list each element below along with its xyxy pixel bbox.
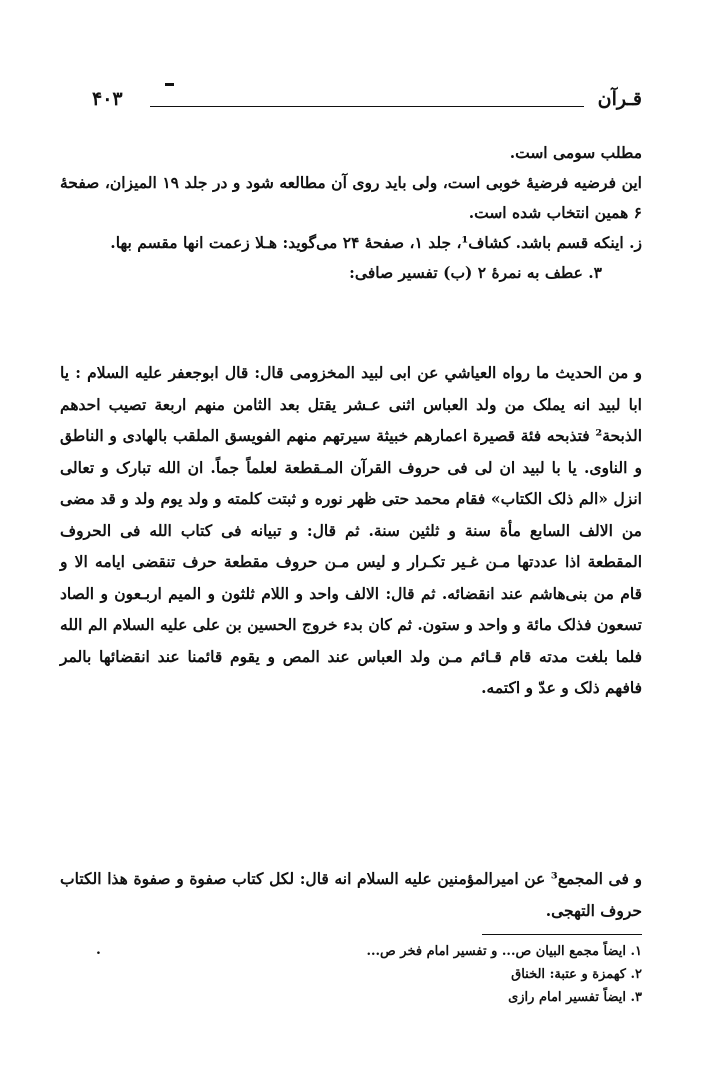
stray-dot: . [96, 942, 101, 958]
footnotes [222, 940, 642, 1009]
footnote-3: ۳. ایضاً تفسیر امام رازی [508, 990, 642, 1005]
intro-paragraph-2: ز. اینکه قسم باشد. کشاف¹، جلد ۱، صفحهٔ ۲۴ می‌گوید: هـلا زعمت انها مقسم بها. [110, 233, 642, 252]
footnote-2: ۲. کهمزة و عتبة: الخناق [511, 967, 642, 982]
persian-intro [60, 138, 642, 288]
hadith-paragraph: و من الحديث ما رواه العياشي عن ابى لبيد المخزومى قال: قال ابوجعفر عليه السلام : يا ابا لبيد انه يملک من ولد العباس اثنى عـشر يقتل بعد الثامن منهم اربعة تصيب احدهم الذبحة² فتذبحه فئة قصيرة اعمارهم خبيثة سيرتهم منهم الفويسق الملقب بالهادى و الناطق و الناوى. يا با لبيد ان لى فى حروف القرآن المـقطعة لعلماً جماً. ان الله تبارک و تعالى انزل «الم ذلک الكتاب» فقام محمد حتى ظهر نوره و ثبتت كلمته و ولد يوم ولد و قد مضى من الالف السابع مأة سنة و ثلثين سنة. ثم قال: و تبيانه فى كتاب الله فى الحروف المقطعة اذا عددتها مـن غـير تكـرار و ليس مـن حروف مقطعة حرف تنقضى ايامه الا و قام من بنى‌هاشم عند انقضائه. ثم قال: الالف واحد و اللام ثلثون و الميم اربـعون و الصاد تسعون فذلک مائة و واحد و ستون. ثم كان بدء خروج الحسين بن على عليه السلام الم الله فلما بلغت مدته قام قـائم مـن ولد العباس عند المص و يقوم قائمنا عند انقضائها بالمر فافهم ذلک و عدّ و اكتمه. [60, 363, 642, 697]
footnote-rule [482, 934, 642, 935]
intro-line: مطلب سومی است. [509, 143, 642, 162]
print-dash-mark [165, 83, 174, 86]
majma-paragraph: و فى المجمع³ عن اميرالمؤمنين عليه السلام انه قال: لكل كتاب صفوة و صفوة هذا الكتاب حروف التهجى. [60, 869, 642, 920]
intro-paragraph-1: این فرضیه فرضیهٔ خوبی است، ولی باید روی آن مطالعه شود و در جلد ۱۹ المیزان، صفحهٔ ۶ همین انتخاب شده است. [60, 173, 642, 222]
hadith-quote [60, 357, 642, 704]
running-head-title: قـرآن [597, 88, 642, 110]
footnote-1: ۱. ایضاً مجمع البیان ص... و تفسیر امام فخر ص... [366, 944, 642, 959]
page-number: ۴۰۳ [92, 88, 123, 110]
section-subheading: ۳. عطف به نمرهٔ ۲ (ب) تفسیر صافی: [349, 263, 602, 282]
header-rule [150, 106, 584, 107]
majma-quote [60, 863, 642, 926]
running-header [92, 88, 642, 118]
